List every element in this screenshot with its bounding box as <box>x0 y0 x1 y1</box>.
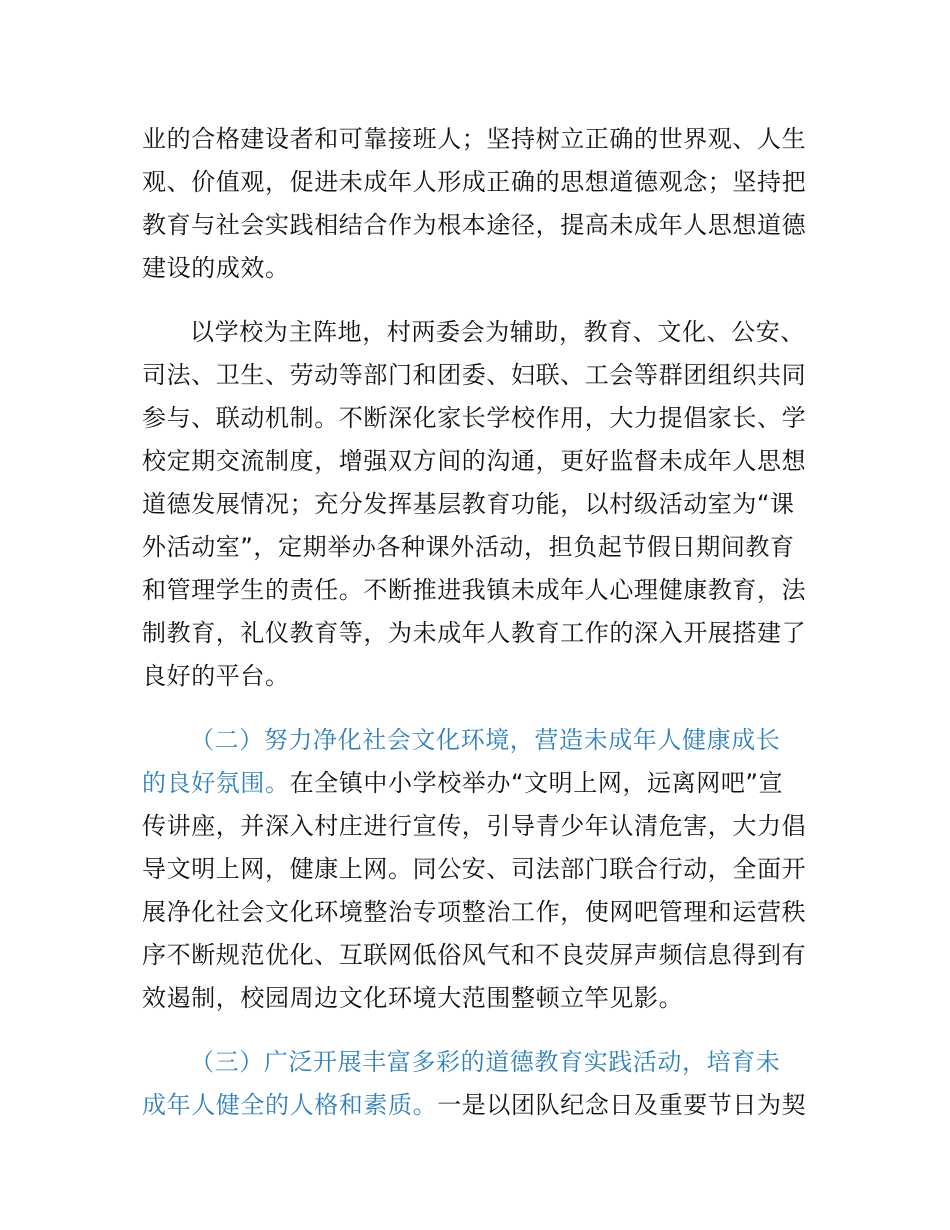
paragraph-4 <box>142 1041 822 1127</box>
text-line: 传讲座，并深入村庄进行宣传，引导青少年认清危害，大力倡 <box>142 812 807 840</box>
text-line: 业的合格建设者和可靠接班人；坚持树立正确的世界观、人生 <box>142 125 807 153</box>
text-line: 导文明上网，健康上网。同公安、司法部门联合行动，全面开 <box>142 855 807 883</box>
text-line: 序不断规范优化、互联网低俗风气和不良荧屏声频信息得到有 <box>142 941 807 969</box>
text-line: 和管理学生的责任。不断推进我镇未成年人心理健康教育，法 <box>142 576 807 604</box>
text-line <box>142 762 822 805</box>
text-line: 教育与社会实践相结合作为根本途径，提高未成年人思想道德 <box>142 211 807 239</box>
text-line: 外活动室”，定期举办各种课外活动，担负起节假日期间教育 <box>142 533 795 561</box>
text-line: 道德发展情况；充分发挥基层教育功能，以村级活动室为“课 <box>142 490 795 518</box>
text-line: 良好的平台。 <box>142 662 290 690</box>
text-run: 在全镇中小学校举办“文明上网，远离网吧”宣 <box>289 769 784 797</box>
text-line: 参与、联动机制。不断深化家长学校作用，大力提倡家长、学 <box>142 404 807 432</box>
text-line: 展净化社会文化环境整治专项整治工作，使网吧管理和运营秩 <box>142 898 807 926</box>
text-line: 效遏制，校园周边文化环境大范围整顿立竿见影。 <box>142 984 684 1012</box>
section-heading-3-end: 成年人健全的人格和素质。 <box>142 1091 438 1119</box>
paragraph-2 <box>142 311 822 698</box>
section-heading-3: （三）广泛开展丰富多彩的道德教育实践活动，培育未 <box>190 1048 781 1076</box>
text-line: 建设的成效。 <box>142 254 290 282</box>
section-heading-2: （二）努力净化社会文化环境，营造未成年人健康成长 <box>190 726 781 754</box>
section-heading-2-end: 的良好氛围。 <box>142 769 290 797</box>
text-line <box>142 1084 822 1127</box>
text-line: 制教育，礼仪教育等，为未成年人教育工作的深入开展搭建了 <box>142 619 807 647</box>
text-line: 观、价值观，促进未成年人形成正确的思想道德观念；坚持把 <box>142 168 807 196</box>
text-run: 一是以团队纪念日及重要节日为契 <box>437 1091 807 1119</box>
paragraph-3 <box>142 719 822 1020</box>
text-line: 校定期交流制度，增强双方间的沟通，更好监督未成年人思想 <box>142 447 807 475</box>
paragraph-1 <box>142 118 822 290</box>
text-line: 司法、卫生、劳动等部门和团委、妇联、工会等群团组织共同 <box>142 361 807 389</box>
text-line: 以学校为主阵地，村两委会为辅助，教育、文化、公安、 <box>190 318 805 346</box>
